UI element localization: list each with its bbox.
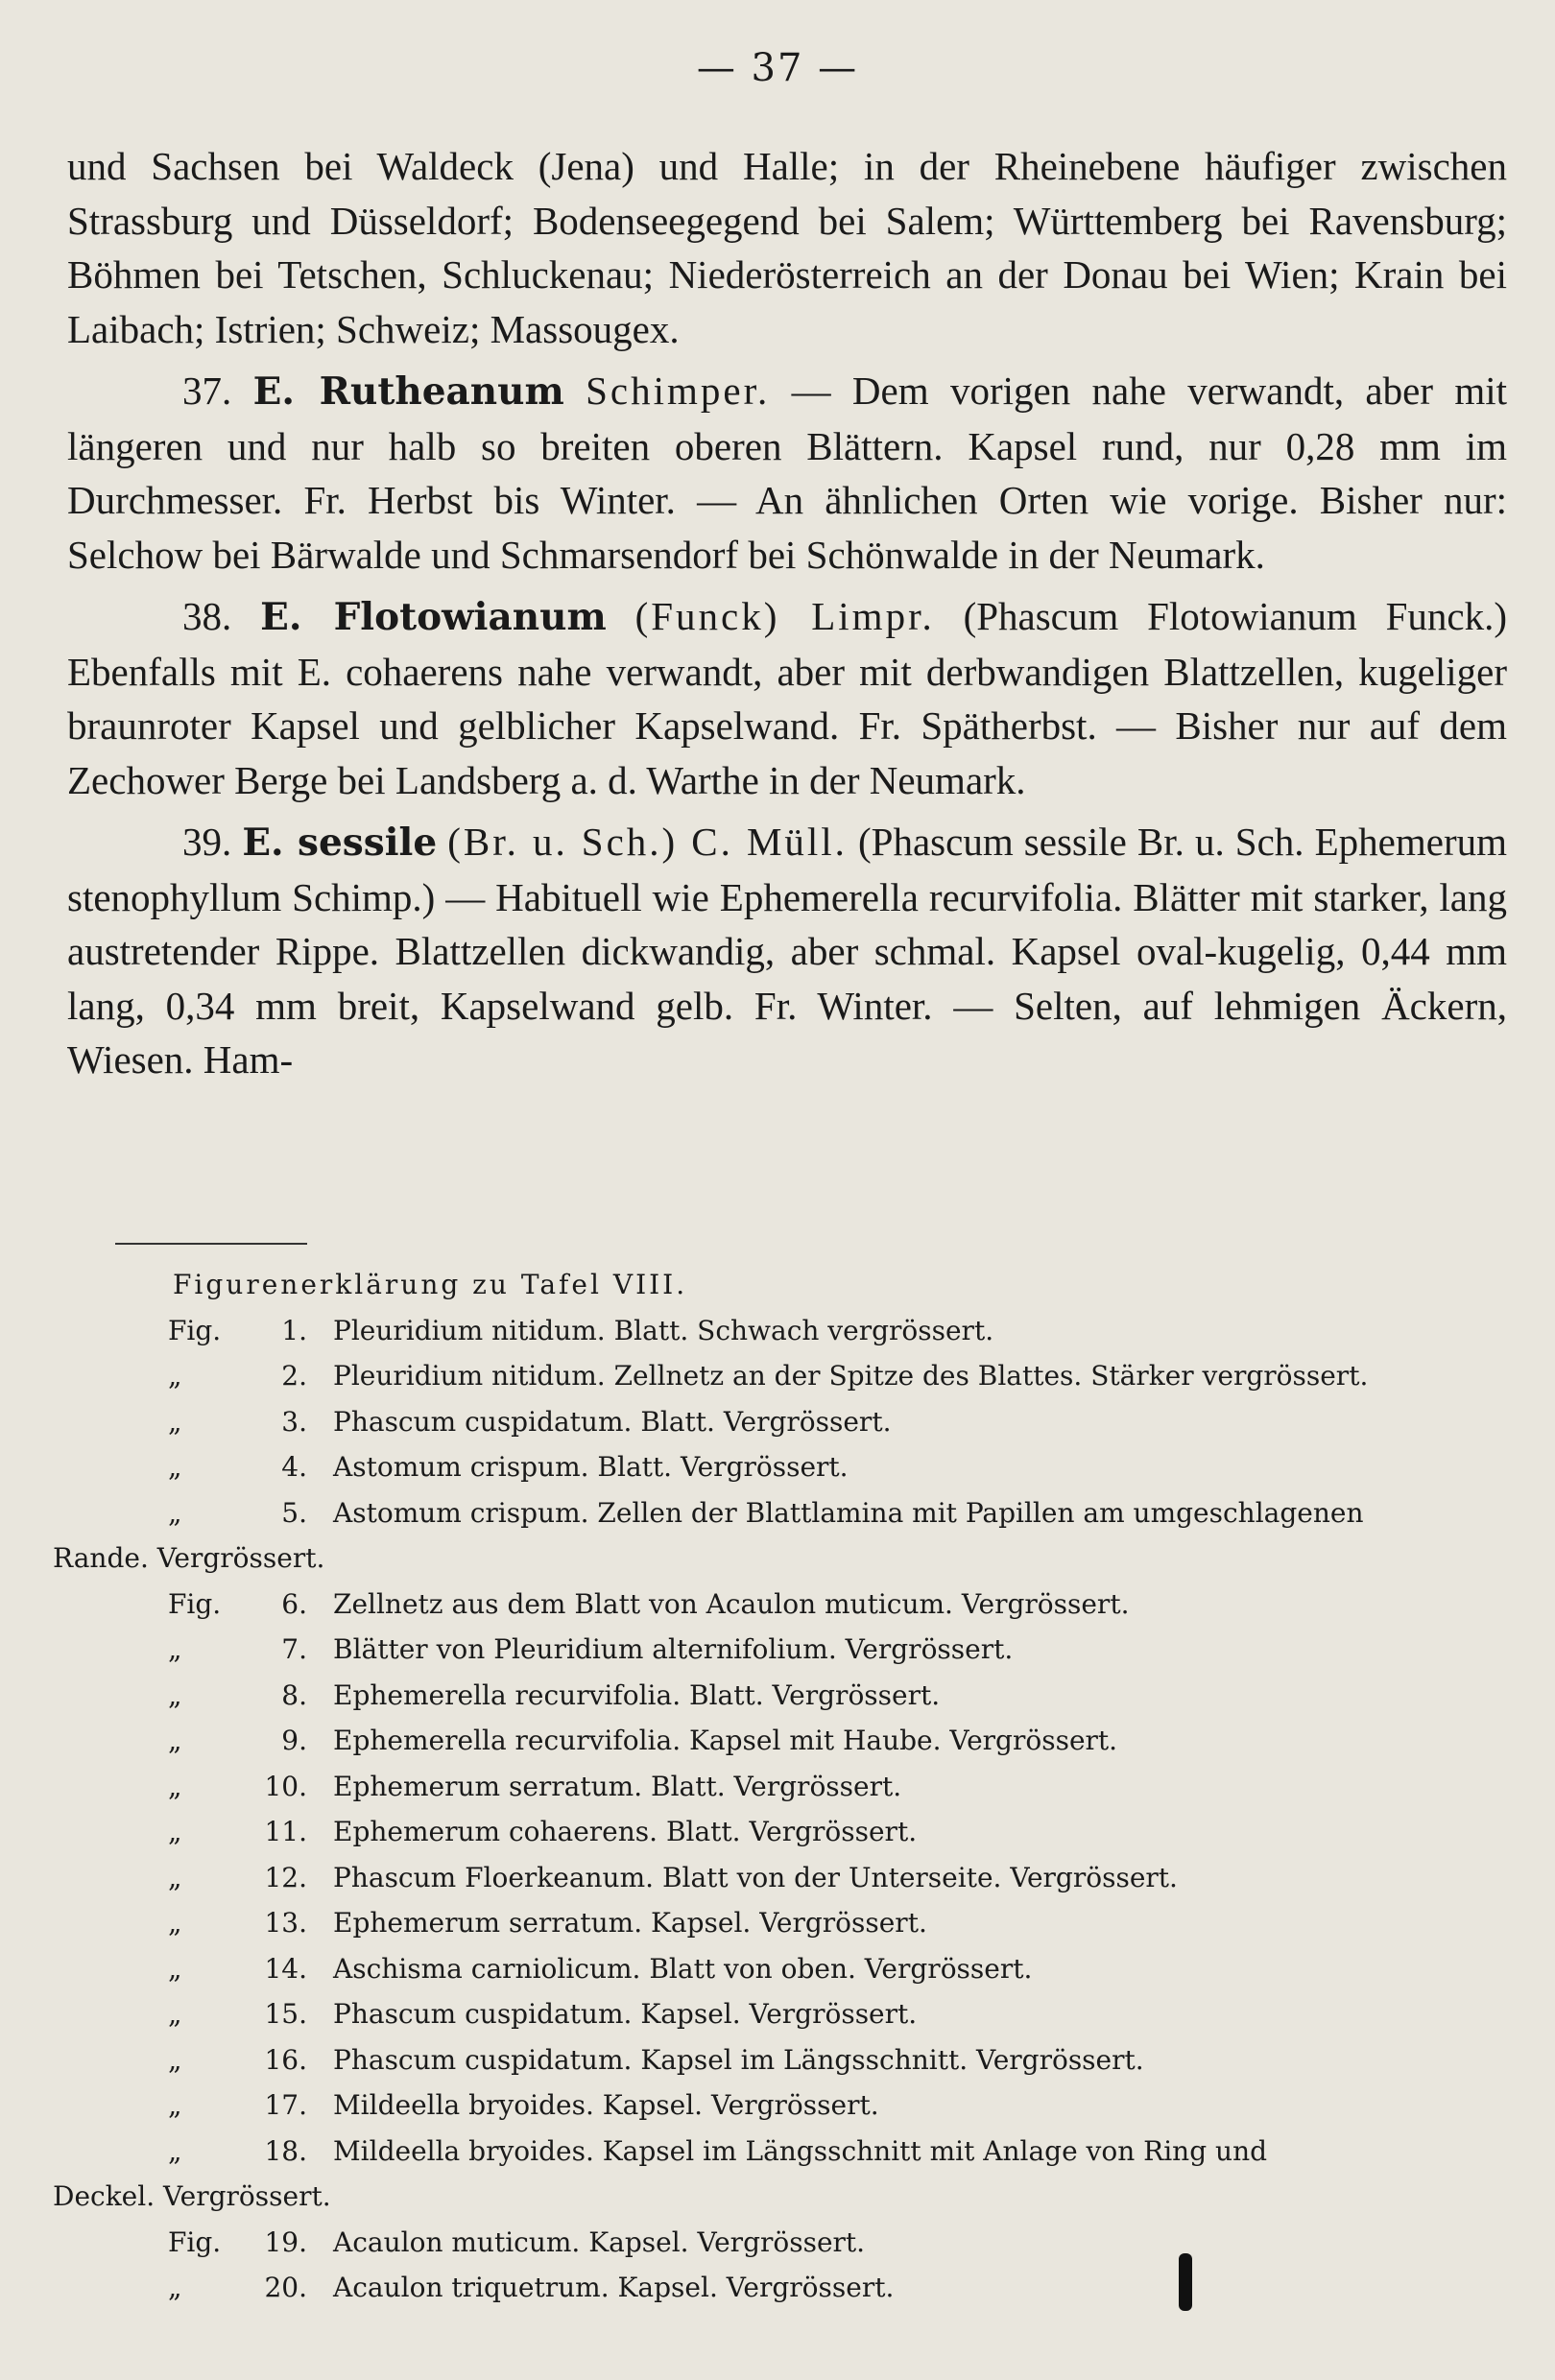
figure-caption: Phascum Floerkeanum. Blatt von der Unterseite. Vergrössert.: [333, 1861, 1178, 1893]
figure-item-7: [53, 1627, 1502, 1673]
figure-item-6: [53, 1582, 1502, 1628]
figure-prefix: „: [168, 2043, 182, 2076]
figure-caption: Phascum cuspidatum. Kapsel. Vergrössert.: [333, 1998, 918, 2030]
species-description: (Phascum Flotowianum Funck.) Ebenfalls mit E. cohaerens nahe verwandt, aber mit derbwandigen Blattzellen, kugeliger braunroter Kapsel und gelblicher Kapselwand. Fr. Spätherbst. — Bisher nur auf dem Zechower Berge bei Landsberg a. d. Warthe in der Neumark.: [67, 594, 1508, 802]
page-number: — 37 —: [696, 46, 859, 90]
figure-number: 16.: [264, 2043, 307, 2076]
figure-caption-continuation: Deckel. Vergrössert.: [53, 2180, 331, 2212]
figure-item-17: [53, 2082, 1502, 2129]
figure-caption: Phascum cuspidatum. Blatt. Vergrössert.: [333, 1405, 892, 1438]
figure-prefix: „: [168, 1907, 182, 1939]
figure-caption: Ephemerum serratum. Blatt. Vergrössert.: [333, 1770, 902, 1802]
figure-caption: Mildeella bryoides. Kapsel. Vergrössert.: [333, 2089, 879, 2121]
figure-number: 18.: [264, 2134, 307, 2167]
figure-item-1: [53, 1308, 1502, 1354]
figure-prefix: „: [168, 1496, 182, 1529]
figure-caption: Astomum crispum. Zellen der Blattlamina mit Papillen am umgeschlagenen: [333, 1496, 1364, 1529]
species-author: Schimper.: [586, 369, 771, 413]
figure-item-19: [53, 2220, 1502, 2266]
entry-number: 39.: [182, 820, 232, 864]
figure-legend: [53, 1262, 1502, 2311]
figure-caption: Acaulon muticum. Kapsel. Vergrössert.: [333, 2225, 866, 2258]
figure-caption: Acaulon triquetrum. Kapsel. Vergrössert.: [333, 2272, 895, 2303]
species-entry-37: [67, 364, 1507, 582]
species-entry-39: [67, 815, 1507, 1087]
figure-caption: Phascum cuspidatum. Kapsel im Längsschnitt. Vergrössert.: [333, 2043, 1144, 2076]
figure-item-16: [53, 2037, 1502, 2083]
figure-caption: Aschisma carniolicum. Blatt von oben. Vergrössert.: [333, 1952, 1033, 1985]
figure-item-2: [53, 1353, 1502, 1399]
figure-item-13: [53, 1900, 1502, 1946]
figure-item-18: [53, 2129, 1502, 2175]
figure-number: 14.: [264, 1952, 307, 1985]
figure-number: 13.: [264, 1907, 307, 1939]
figure-caption: Pleuridium nitidum. Zellnetz an der Spitze des Blattes. Stärker vergrössert.: [333, 1360, 1369, 1392]
figure-item-8: [53, 1673, 1502, 1719]
figure-number: 1.: [281, 1314, 307, 1346]
figure-caption: Mildeella bryoides. Kapsel im Längsschnitt mit Anlage von Ring und: [333, 2134, 1268, 2167]
figure-caption: Astomum crispum. Blatt. Vergrössert.: [333, 1451, 849, 1483]
figure-prefix: „: [168, 1725, 182, 1756]
figure-prefix: „: [168, 1861, 182, 1893]
figure-item-12: [53, 1855, 1502, 1901]
figure-prefix: „: [168, 1451, 182, 1483]
figure-number: 6.: [281, 1587, 307, 1620]
figure-prefix: Fig.: [168, 1314, 222, 1346]
figure-item-14: [53, 1946, 1502, 1992]
figure-prefix: „: [168, 1998, 182, 2030]
figure-caption: Ephemerella recurvifolia. Blatt. Vergrössert.: [333, 1678, 941, 1711]
entry-number: 38.: [182, 594, 232, 638]
figure-number: 5.: [281, 1496, 307, 1529]
figure-prefix: Fig.: [168, 2225, 222, 2258]
figure-prefix: „: [168, 2272, 182, 2303]
figure-item-4: [53, 1444, 1502, 1490]
figure-caption: Ephemerella recurvifolia. Kapsel mit Haube. Vergrössert.: [333, 1725, 1118, 1756]
figure-number: 7.: [281, 1633, 307, 1665]
figure-number: 11.: [264, 1816, 307, 1847]
figure-number: 8.: [281, 1678, 307, 1711]
main-text: [67, 139, 1507, 1087]
figure-item-3: [53, 1399, 1502, 1445]
figure-number: 2.: [281, 1360, 307, 1392]
figure-prefix: Fig.: [168, 1587, 222, 1620]
figure-item-5: [53, 1490, 1502, 1536]
figure-legend-heading: Figurenerklärung zu Tafel VIII.: [173, 1269, 688, 1300]
figure-number: 15.: [264, 1998, 307, 2030]
figure-prefix: „: [168, 1816, 182, 1847]
species-author: (Funck) Limpr.: [634, 594, 935, 638]
figure-prefix: „: [168, 2089, 182, 2121]
figure-number: 9.: [281, 1725, 307, 1756]
figure-number: 20.: [264, 2272, 307, 2303]
figure-caption: Pleuridium nitidum. Blatt. Schwach vergrössert.: [333, 1314, 994, 1346]
figure-caption: Ephemerum serratum. Kapsel. Vergrössert.: [333, 1907, 927, 1939]
species-author: (Br. u. Sch.) C. Müll.: [447, 820, 848, 864]
figure-item-15: [53, 1991, 1502, 2037]
figure-prefix: „: [168, 1405, 182, 1438]
figure-number: 12.: [264, 1861, 307, 1893]
figure-caption: Zellnetz aus dem Blatt von Acaulon muticum. Vergrössert.: [333, 1587, 1130, 1620]
figure-item-20: [53, 2265, 1502, 2311]
species-description: (Phascum sessile Br. u. Sch. Ephemerum stenophyllum Schimp.) — Habituell wie Ephemerella recurvifolia. Blätter mit starker, lang austretender Rippe. Blattzellen dickwandig, aber schmal. Kapsel oval-kugelig, 0,44 mm lang, 0,34 mm breit, Kapselwand gelb. Fr. Winter. — Selten, auf lehmigen Äckern, Wiesen. Ham-: [67, 820, 1507, 1082]
species-description: — Dem vorigen nahe verwandt, aber mit längeren und nur halb so breiten oberen Blättern. Kapsel rund, nur 0,28 mm im Durchmesser. Fr. Herbst bis Winter. — An ähnlichen Orten wie vorige. Bisher nur: Selchow bei Bärwalde und Schmarsendorf bei Schönwalde in der Neumark.: [67, 369, 1507, 577]
figure-number: 17.: [264, 2089, 307, 2121]
section-divider: [115, 1243, 307, 1245]
ink-smudge: [1179, 2253, 1192, 2311]
figure-item-11: [53, 1809, 1502, 1855]
figure-item-10: [53, 1764, 1502, 1810]
figure-number: 10.: [264, 1770, 307, 1802]
figure-prefix: „: [168, 1360, 182, 1392]
species-entry-38: [67, 589, 1507, 807]
figure-prefix: „: [168, 1633, 182, 1665]
figure-caption-continuation: Rande. Vergrössert.: [53, 1542, 325, 1574]
figure-item-9: [53, 1718, 1502, 1764]
figure-caption: Ephemerum cohaerens. Blatt. Vergrössert.: [333, 1816, 918, 1847]
intro-paragraph: und Sachsen bei Waldeck (Jena) und Halle; in der Rheinebene häufiger zwischen Strassburg und Düsseldorf; Bodenseegegend bei Salem; Württemberg bei Ravensburg; Böhmen bei Tetschen, Schluckenau; Niederösterreich an der Donau bei Wien; Krain bei Laibach; Istrien; Schweiz; Massougex.: [67, 144, 1507, 351]
species-name: E. sessile: [242, 821, 438, 865]
figure-number: 3.: [281, 1405, 307, 1438]
figure-prefix: „: [168, 1770, 182, 1802]
figure-prefix: „: [168, 1952, 182, 1985]
species-name: E. Rutheanum: [252, 369, 564, 414]
entry-number: 37.: [182, 369, 232, 413]
figure-prefix: „: [168, 1678, 182, 1711]
figure-prefix: „: [168, 2134, 182, 2167]
species-name: E. Flotowianum: [260, 595, 607, 639]
figure-caption: Blätter von Pleuridium alternifolium. Vergrössert.: [333, 1633, 1014, 1665]
figure-number: 19.: [264, 2225, 307, 2258]
figure-number: 4.: [281, 1451, 307, 1483]
